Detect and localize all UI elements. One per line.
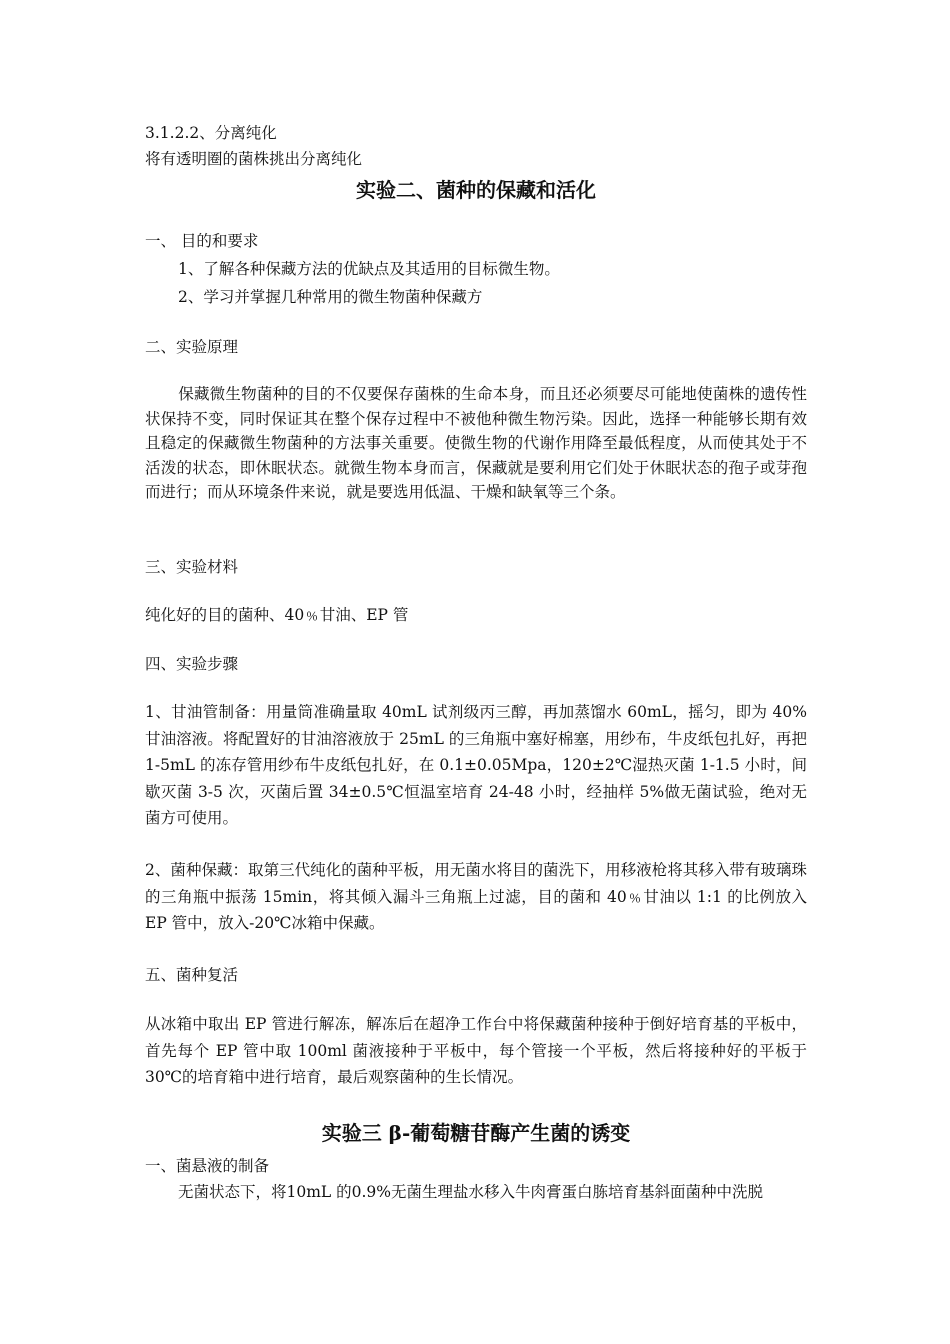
principle-text: 保藏微生物菌种的目的不仅要保存菌株的生命本身，而且还必须要尽可能地使菌株的遗传性状保持不变，同时保证其在整个保存过程中不被他种微生物污染。因此，选择一种能够长期有效且稳定的保藏微生物菌种的方法事关重要。使微生物的代谢作用降至最低程度，从而使其处于不活泼的状态，即休眠状态。就微生物本身而言，保藏就是要利用它们处于休眠状态的孢子或芽孢而进行；而从环境条件来说，就是要选用低温、干燥和缺氧等三个条。 bbox=[145, 385, 807, 501]
suspension-text: 无菌状态下，将10mL 的0.9%无菌生理盐水移入牛肉膏蛋白胨培育基斜面菌种中洗脱 bbox=[178, 1183, 764, 1201]
materials-text: 纯化好的目的菌种、40﹪甘油、EP 管 bbox=[145, 606, 409, 624]
steps-heading: 四、实验步骤 bbox=[145, 655, 239, 673]
principle-heading: 二、实验原理 bbox=[145, 338, 239, 356]
revival-heading: 五、菌种复活 bbox=[145, 966, 239, 984]
purpose-item-1: 1、了解各种保藏方法的优缺点及其适用的目标微生物。 bbox=[178, 260, 560, 278]
revival-paragraph: 从冰箱中取出 EP 管进行解冻，解冻后在超净工作台中将保藏菌种接种于倒好培育基的平板中，首先每个 EP 管中取 100ml 菌液接种于平板中，每个管接一个平板，然后将接种好的平板于 30℃的培育箱中进行培育，最后观察菌种的生长情况。 bbox=[145, 1015, 807, 1086]
step-1-paragraph: 1、甘油管制备：用量筒准确量取 40mL 试剂级丙三醇，再加蒸馏水 60mL，摇匀，即为 40%甘油溶液。将配置好的甘油溶液放于 25mL 的三角瓶中塞好棉塞，用纱布，牛皮纸包扎好，再把 1-5mL 的冻存管用纱布牛皮纸包扎好，在 0.1±0.05Mpa，120±2℃湿热灭菌 1-1.5 小时，间歇灭菌 3-5 次，灭菌后置 34±0.5℃恒温室培育 24-48 小时，经抽样 5%做无菌试验，绝对无菌方可使用。 bbox=[145, 703, 807, 827]
materials-heading: 三、实验材料 bbox=[145, 558, 239, 576]
purpose-item-2: 2、学习并掌握几种常用的微生物菌种保藏方 bbox=[178, 288, 483, 306]
experiment-2-title: 实验二、菌种的保藏和活化 bbox=[356, 178, 596, 202]
experiment-3-title: 实验三 β-葡萄糖苷酶产生菌的诱变 bbox=[321, 1121, 631, 1145]
suspension-heading: 一、菌悬液的制备 bbox=[145, 1157, 270, 1175]
step-2-paragraph: 2、菌种保藏：取第三代纯化的菌种平板，用无菌水将目的菌洗下，用移液枪将其移入带有玻璃珠的三角瓶中振荡 15min，将其倾入漏斗三角瓶上过滤，目的菌和 40﹪甘油以 1:1 的比例放入 EP 管中，放入-20℃冰箱中保藏。 bbox=[145, 861, 807, 932]
purpose-heading: 一、 目的和要求 bbox=[145, 232, 259, 250]
section-text-isolation: 将有透明圈的菌株挑出分离纯化 bbox=[145, 150, 363, 168]
section-heading-3-1-2-2: 3.1.2.2、分离纯化 bbox=[145, 124, 277, 142]
principle-paragraph bbox=[145, 382, 807, 505]
